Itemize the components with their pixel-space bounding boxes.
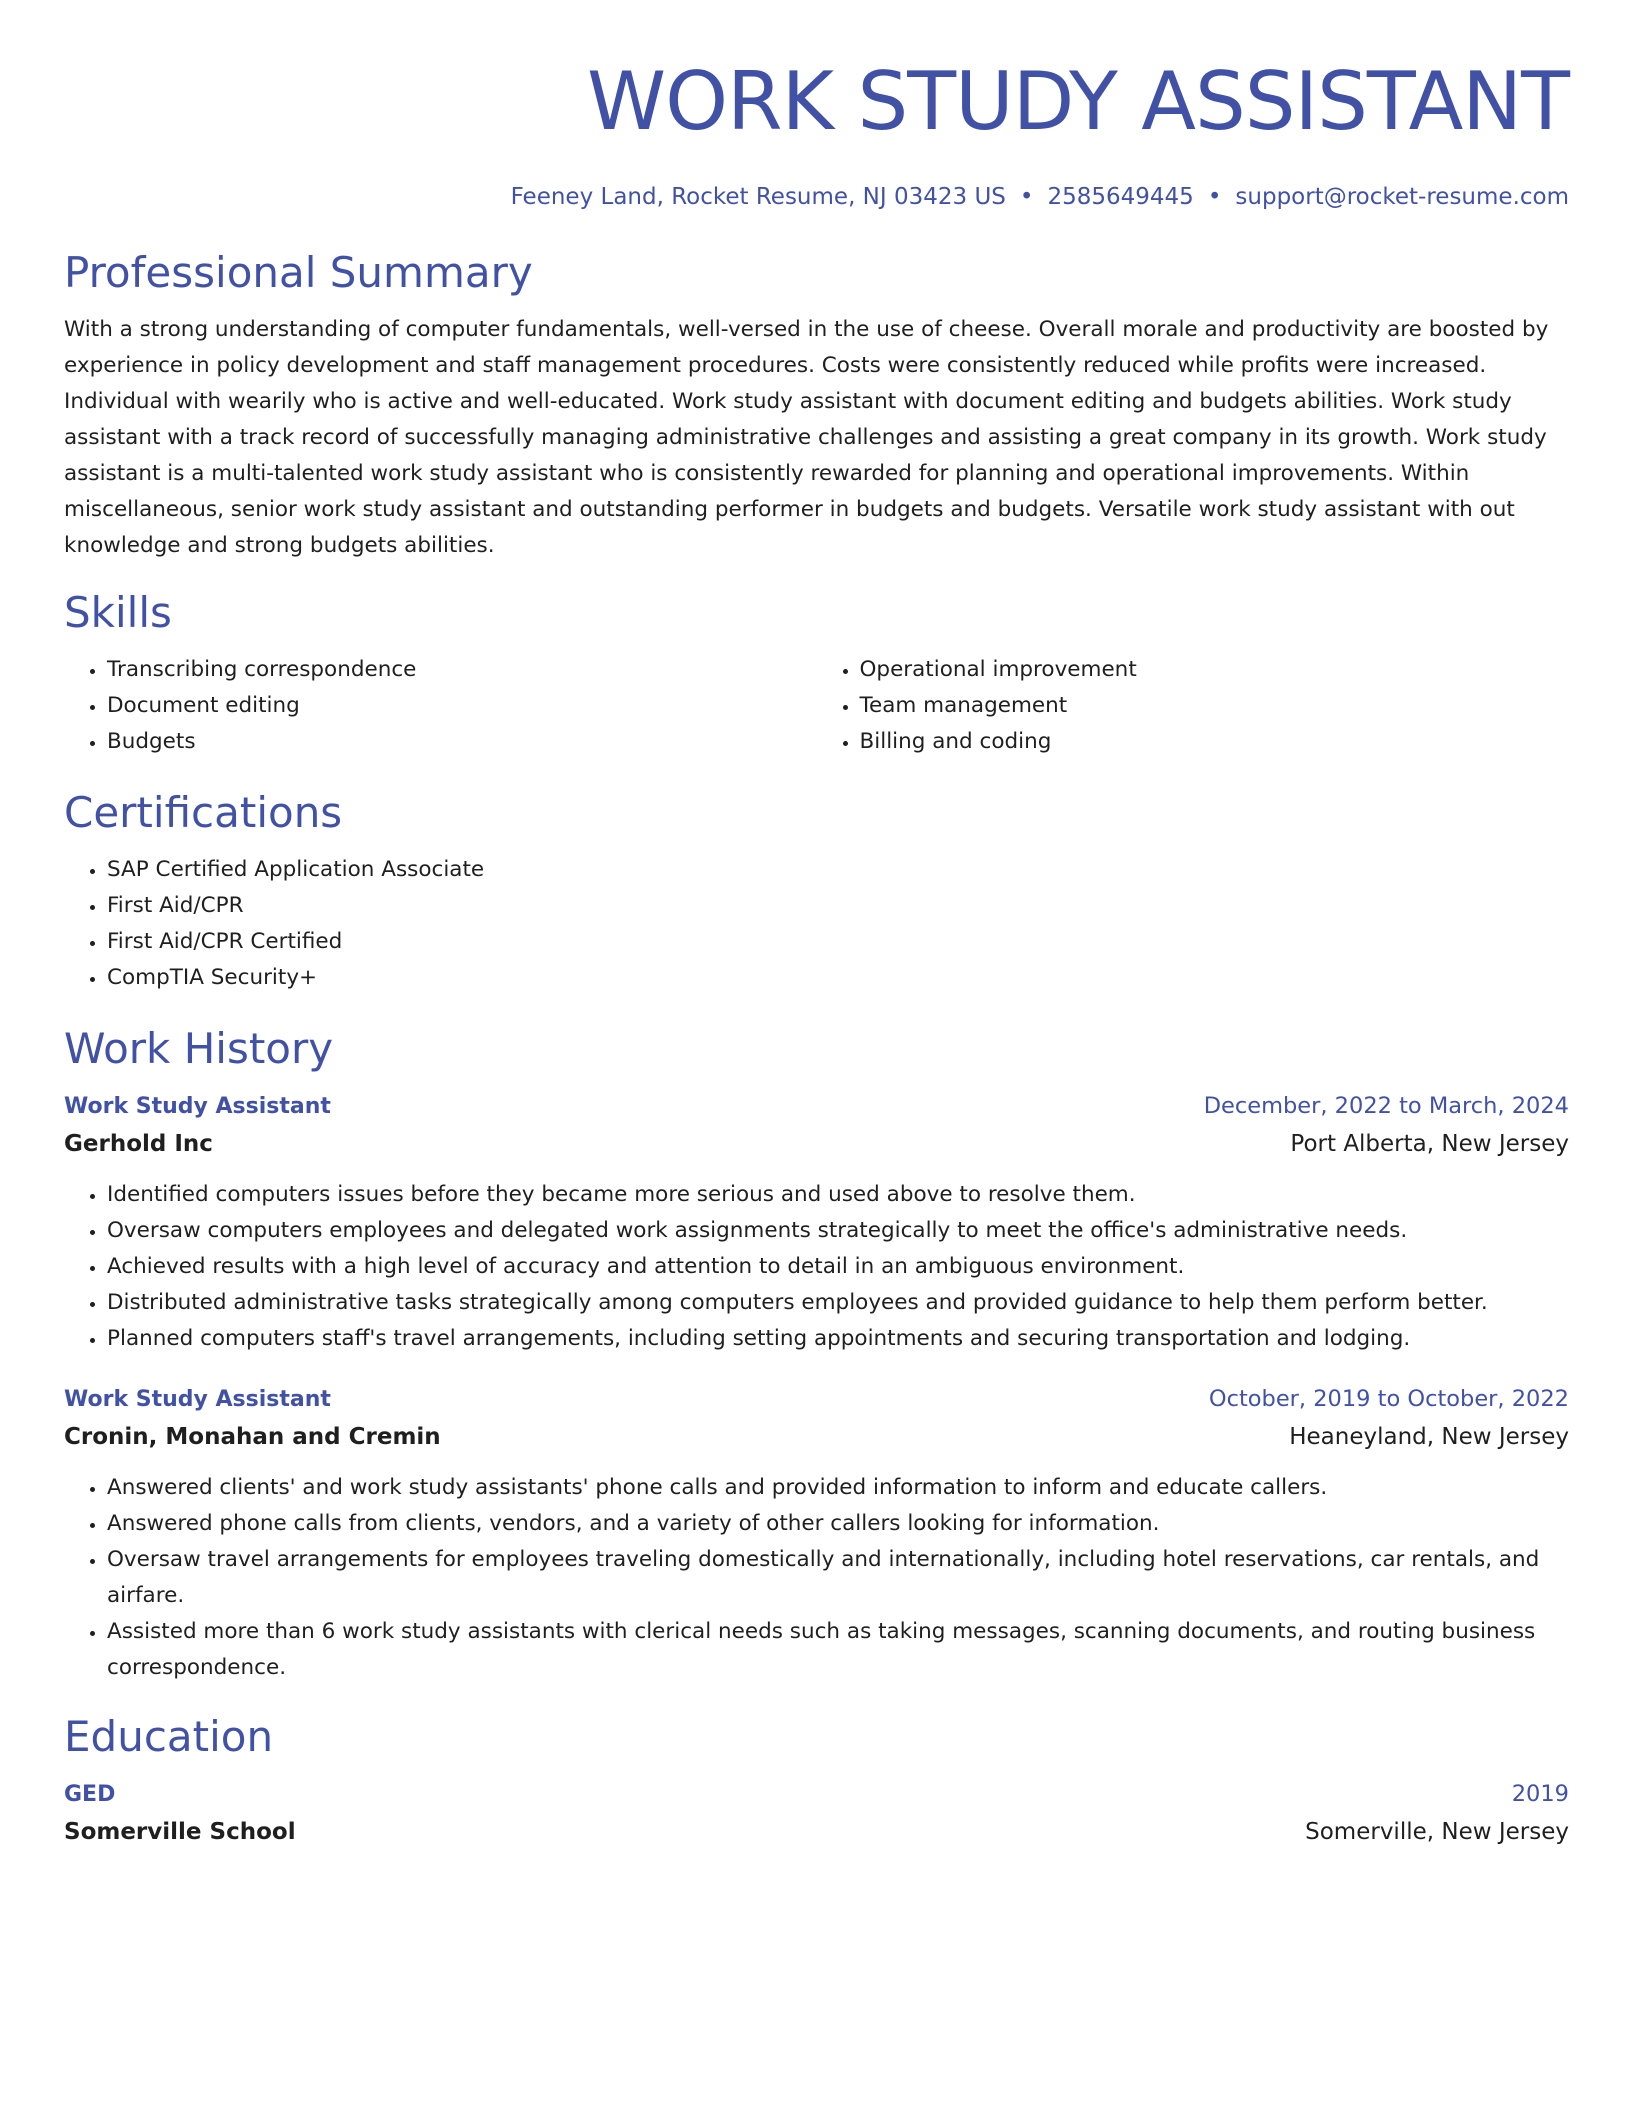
skills-list-left: [64, 652, 817, 760]
education-school-row: [64, 1813, 1569, 1851]
contact-separator: •: [1207, 184, 1222, 210]
job-title: Work Study Assistant: [64, 1387, 331, 1412]
work-history-section: [64, 1022, 1569, 1686]
certification-item: • First Aid/CPR: [107, 888, 1569, 924]
skills-heading: Skills: [64, 588, 172, 637]
job-entry: [64, 1088, 1569, 1357]
summary-heading: Professional Summary: [64, 248, 533, 297]
contact-line: [64, 182, 1569, 212]
certification-item: • SAP Certified Application Associate: [107, 852, 1569, 888]
contact-email[interactable]: support@rocket-resume.com: [1235, 184, 1569, 210]
skill-item: • Budgets: [107, 724, 817, 760]
education-heading: Education: [64, 1712, 274, 1761]
job-bullet: • Oversaw computers employees and delegated work assignments strategically to meet the office's administrative needs.: [107, 1213, 1569, 1249]
resume-header: [64, 52, 1569, 212]
job-company: Cronin, Monahan and Cremin: [64, 1424, 441, 1450]
education-year: 2019: [1511, 1781, 1569, 1807]
job-bullets: [64, 1470, 1569, 1686]
certification-item: • First Aid/CPR Certified: [107, 924, 1569, 960]
certifications-list: [64, 852, 1569, 996]
skill-item: • Billing and coding: [860, 724, 1570, 760]
job-bullet: • Distributed administrative tasks strategically among computers employees and provided guidance to help them perform better.: [107, 1285, 1569, 1321]
skill-item: • Team management: [860, 688, 1570, 724]
education-header-row: [64, 1776, 1569, 1813]
skills-list-right: [817, 652, 1570, 760]
job-bullet: • Answered clients' and work study assistants' phone calls and provided information to inform and educate callers.: [107, 1470, 1569, 1506]
skills-section: [64, 586, 1569, 760]
skill-item: • Operational improvement: [860, 652, 1570, 688]
education-entry: [64, 1776, 1569, 1851]
skills-grid: [64, 652, 1569, 760]
contact-separator: •: [1019, 184, 1034, 210]
job-bullets: [64, 1177, 1569, 1357]
job-location: Port Alberta, New Jersey: [1290, 1131, 1569, 1157]
job-dates: December, 2022 to March, 2024: [1203, 1093, 1569, 1119]
job-bullet: • Oversaw travel arrangements for employees traveling domestically and internationally, including hotel reservations, car rentals, and airfare.: [107, 1542, 1569, 1614]
job-company: Gerhold Inc: [64, 1131, 213, 1157]
education-degree: GED: [64, 1782, 116, 1807]
contact-phone: 2585649445: [1047, 184, 1194, 210]
candidate-title: WORK STUDY ASSISTANT: [586, 55, 1569, 148]
job-bullet: • Planned computers staff's travel arrangements, including setting appointments and securing transportation and lodging.: [107, 1321, 1569, 1357]
contact-address: Feeney Land, Rocket Resume, NJ 03423 US: [510, 184, 1006, 210]
certification-item: • CompTIA Security+: [107, 960, 1569, 996]
job-entry: [64, 1381, 1569, 1686]
job-bullet: • Achieved results with a high level of accuracy and attention to detail in an ambiguous environment.: [107, 1249, 1569, 1285]
skill-item: • Document editing: [107, 688, 817, 724]
job-header-row: [64, 1381, 1569, 1418]
job-title: Work Study Assistant: [64, 1094, 331, 1119]
job-company-row: [64, 1418, 1569, 1456]
summary-text: With a strong understanding of computer fundamentals, well-versed in the use of cheese. Overall morale and productivity are boosted by experience in policy development and staff management procedures. Costs were consistently reduced while profits were increased. Individual with wearily who is active and well-educated. Work study assistant with document editing and budgets abilities. Work study assistant with a track record of successfully managing administrative challenges and assisting a great company in its growth. Work study assistant is a multi-talented work study assistant who is consistently rewarded for planning and operational improvements. Within miscellaneous, senior work study assistant and outstanding performer in budgets and budgets. Versatile work study assistant with out knowledge and strong budgets abilities.: [64, 317, 1549, 558]
education-school: Somerville School: [64, 1819, 296, 1845]
work-history-heading: Work History: [64, 1024, 334, 1073]
job-bullet: • Identified computers issues before they became more serious and used above to resolve them.: [107, 1177, 1569, 1213]
job-bullet: • Assisted more than 6 work study assistants with clerical needs such as taking messages, scanning documents, and routing business correspondence.: [107, 1614, 1569, 1686]
education-location: Somerville, New Jersey: [1305, 1819, 1569, 1845]
summary-section: [64, 246, 1569, 564]
education-section: [64, 1710, 1569, 1851]
job-location: Heaneyland, New Jersey: [1289, 1424, 1569, 1450]
certifications-heading: Certifications: [64, 788, 343, 837]
job-company-row: [64, 1125, 1569, 1163]
job-header-row: [64, 1088, 1569, 1125]
skill-item: • Transcribing correspondence: [107, 652, 817, 688]
job-dates: October, 2019 to October, 2022: [1208, 1386, 1569, 1412]
certifications-section: [64, 786, 1569, 996]
job-bullet: • Answered phone calls from clients, vendors, and a variety of other callers looking for information.: [107, 1506, 1569, 1542]
